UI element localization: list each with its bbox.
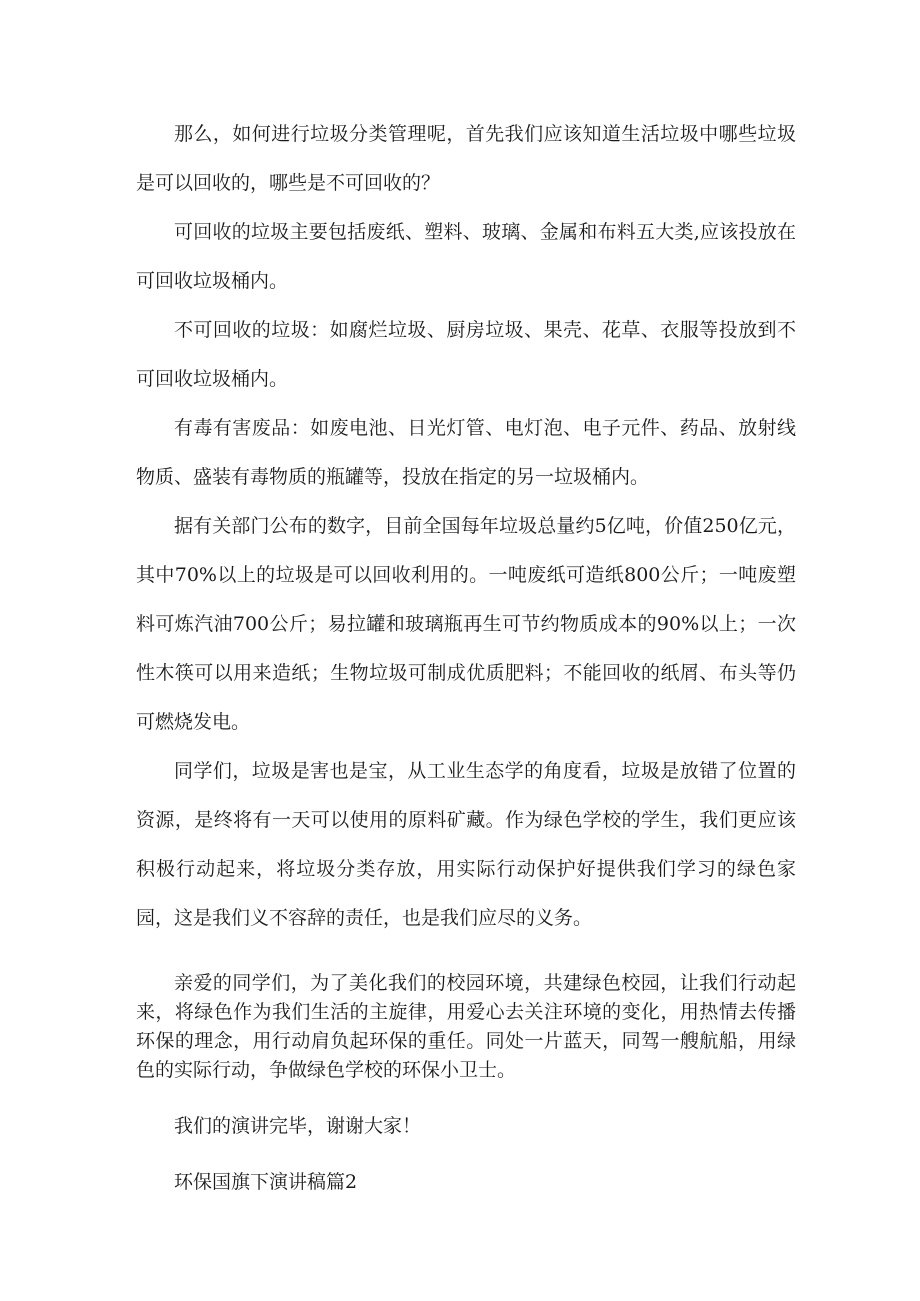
paragraph-hazardous: 有毒有害废品：如废电池、日光灯管、电灯泡、电子元件、药品、放射线物质、盛装有毒物质的瓶罐等，投放在指定的另一垃圾桶内。 [136, 417, 796, 488]
paragraph-students: 同学们，垃圾是害也是宝，从工业生态学的角度看，垃圾是放错了位置的资源，是终将有一天可以使用的原料矿藏。作为绿色学校的学生，我们更应该积极行动起来，将垃圾分类存放，用实际行动保护好提供我们学习的绿色家园，这是我们义不容辞的责任，也是我们应尽的义务。 [136, 760, 796, 929]
paragraph-call-to-action: 亲爱的同学们，为了美化我们的校园环境，共建绿色校园，让我们行动起来，将绿色作为我们生活的主旋律，用爱心去关注环境的变化，用热情去传播环保的理念，用行动肩负起环保的重任。同处一片蓝天，同驾一艘航船，用绿色的实际行动，争做绿色学校的环保小卫士。 [136, 972, 796, 1081]
document-body [136, 110, 796, 1197]
next-section-title: 环保国旗下演讲稿篇2 [174, 1171, 358, 1193]
paragraph-recyclable: 可回收的垃圾主要包括废纸、塑料、玻璃、金属和布料五大类,应该投放在可回收垃圾桶内。 [136, 221, 796, 292]
paragraph-non-recyclable: 不可回收的垃圾：如腐烂垃圾、厨房垃圾、果壳、花草、衣服等投放到不可回收垃圾桶内。 [136, 319, 796, 390]
paragraph-sorting-question: 那么，如何进行垃圾分类管理呢，首先我们应该知道生活垃圾中哪些垃圾是可以回收的，哪些是不可回收的？ [136, 123, 796, 194]
paragraph-statistics: 据有关部门公布的数字，目前全国每年垃圾总量约5亿吨，价值250亿元，其中70%以上的垃圾是可以回收利用的。一吨废纸可造纸800公斤；一吨废塑料可炼汽油700公斤；易拉罐和玻璃瓶再生可节约物质成本的90%以上；一次性木筷可以用来造纸；生物垃圾可制成优质肥料；不能回收的纸屑、布头等仍可燃烧发电。 [136, 515, 796, 733]
closing-remark: 我们的演讲完毕，谢谢大家！ [174, 1115, 422, 1137]
